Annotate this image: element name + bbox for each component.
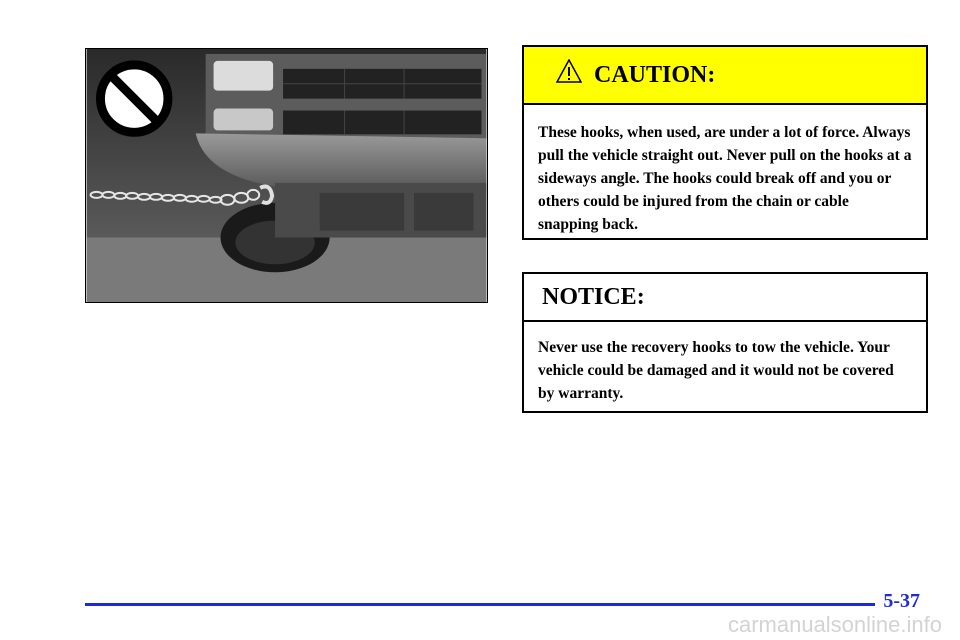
truck-front-image	[86, 49, 487, 302]
notice-text: Never use the recovery hooks to tow the vehicle. Your vehicle could be damaged and it would not be covered by warranty.	[538, 339, 894, 402]
page-number: 5-37	[883, 590, 920, 612]
notice-box	[522, 272, 928, 413]
watermark: carmanualsonline.info	[727, 612, 942, 637]
caution-title: CAUTION:	[594, 61, 716, 88]
warning-triangle-icon	[556, 59, 582, 83]
caution-text: These hooks, when used, are under a lot of force. Always pull the vehicle straight out. Never pull on the hooks at a sideways angle. The hooks could break off and you or others could be injured from the chain or cable snapping back.	[538, 124, 912, 233]
notice-title: NOTICE:	[542, 283, 645, 310]
caution-header	[524, 47, 926, 105]
notice-header	[524, 274, 926, 322]
caution-box	[522, 45, 928, 240]
recovery-hook-illustration	[85, 48, 488, 303]
footer-rule	[85, 603, 875, 606]
prohibition-icon	[100, 65, 167, 132]
